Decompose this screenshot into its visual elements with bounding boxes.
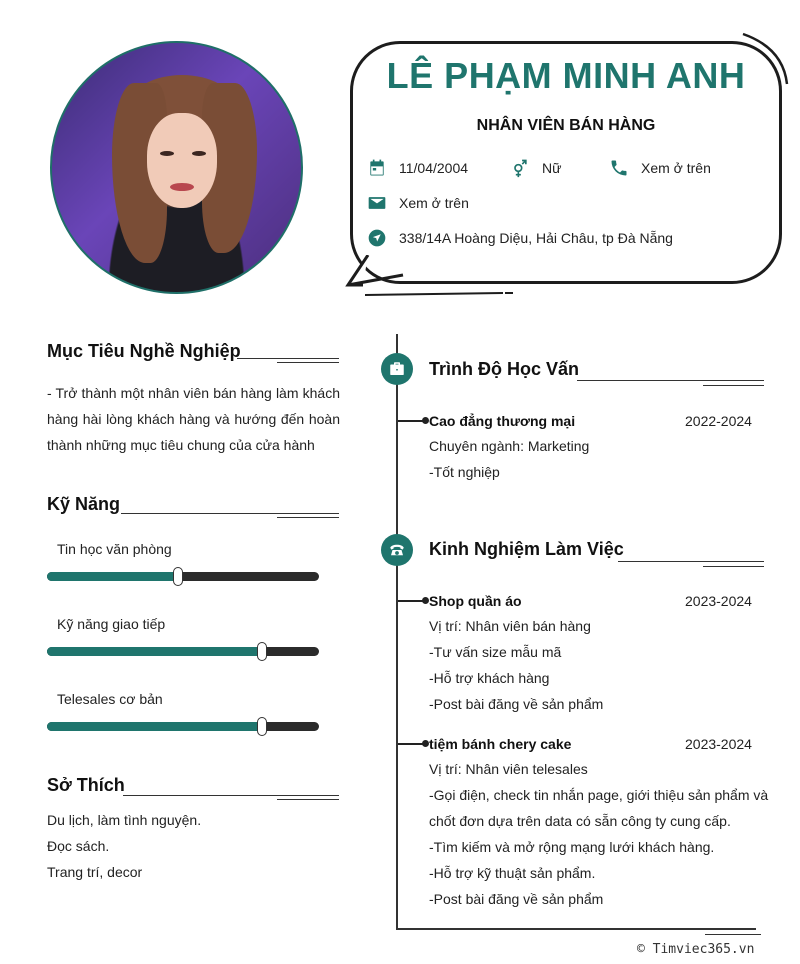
objective-title-underline [237, 358, 339, 359]
photo-eye-left [160, 151, 174, 156]
skill-bar-knob [257, 642, 267, 661]
skill-bar [47, 647, 319, 656]
skills-title: Kỹ Năng [47, 494, 121, 514]
education-entry-title: Cao đẳng thương mại [429, 413, 576, 429]
hobbies-title-dash [277, 799, 339, 800]
phone-row [607, 158, 711, 178]
skill-bar-knob [173, 567, 183, 586]
experience-entry-years: 2023-2024 [685, 593, 752, 609]
education-title-dash [703, 385, 764, 386]
profile-photo [50, 41, 303, 294]
objective-title: Mục Tiêu Nghề Nghiệp [47, 341, 241, 361]
experience-entry-line: Vị trí: Nhân viên telesales [429, 761, 588, 777]
location-icon [365, 228, 389, 248]
experience-section-icon [381, 534, 413, 566]
timeline-foot-line [396, 928, 756, 930]
objective-title-dash [277, 362, 339, 363]
experience-entry-line: -Post bài đăng về sản phẩm [429, 696, 604, 712]
skills-title-underline [121, 513, 339, 514]
birthday-text: 11/04/2004 [399, 160, 469, 176]
experience-entry-title: Shop quần áo [429, 593, 522, 609]
experience-entry-line: chốt đơn dựa trên data có sẵn công ty cung cấp. [429, 813, 731, 829]
skills-title-dash [277, 517, 339, 518]
experience-title-underline [618, 561, 764, 562]
gender-row [508, 158, 561, 178]
photo-eye-right [192, 151, 206, 156]
phone-icon [607, 158, 631, 178]
skill-label: Kỹ năng giao tiếp [57, 616, 166, 632]
footer-watermark: © Timviec365.vn [637, 942, 755, 957]
experience-title-dash [703, 566, 764, 567]
experience-entry-line: -Hỗ trợ kỹ thuật sản phẩm. [429, 865, 596, 881]
gender-text: Nữ [542, 160, 562, 176]
education-title: Trình Độ Học Vấn [429, 359, 580, 379]
briefcase-icon [388, 360, 406, 378]
gender-icon [508, 158, 532, 178]
skill-bar-fill [47, 572, 178, 581]
email-icon [365, 193, 389, 213]
hobby-item: Đọc sách. [47, 838, 110, 854]
skill-label: Telesales cơ bản [57, 691, 163, 707]
email-text: Xem ở trên [399, 195, 469, 211]
experience-entry-line: -Tìm kiếm và mở rộng mạng lưới khách hàng. [429, 839, 715, 855]
education-entry-line: -Tốt nghiệp [429, 464, 500, 480]
birthday-row [365, 158, 468, 178]
timeline-dot [422, 597, 429, 604]
objective-text: - Trở thành một nhân viên bán hàng làm khách hàng hài lòng khách hàng và hướng đến hoàn thành những mục tiêu chung của cửa hành [47, 385, 340, 453]
hobbies-title-underline [123, 795, 339, 796]
education-section-icon [381, 353, 413, 385]
experience-entry-line: Vị trí: Nhân viên bán hàng [429, 618, 591, 634]
address-text: 338/14A Hoàng Diệu, Hải Châu, tp Đà Nẵng [399, 230, 673, 246]
skill-label: Tin học văn phòng [57, 541, 172, 557]
timeline-line [396, 334, 398, 930]
calendar-icon [365, 158, 389, 178]
telephone-desk-icon [388, 541, 406, 559]
hobby-item: Du lịch, làm tình nguyện. [47, 812, 202, 828]
experience-entry-line: -Post bài đăng về sản phẩm [429, 891, 604, 907]
address-row [365, 228, 673, 248]
skill-bar [47, 722, 319, 731]
experience-entry-line: -Gọi điện, check tin nhắn page, giới thiệu sản phẩm và [429, 787, 769, 803]
experience-title: Kinh Nghiệm Làm Việc [429, 539, 624, 559]
hobbies-title: Sở Thích [47, 775, 125, 795]
timeline-dot [422, 740, 429, 747]
job-title: NHÂN VIÊN BÁN HÀNG [476, 117, 656, 134]
experience-entry-title: tiệm bánh chery cake [429, 736, 572, 752]
skill-bar [47, 572, 319, 581]
phone-text: Xem ở trên [641, 160, 711, 176]
photo-face [147, 113, 217, 208]
education-entry-line: Chuyên ngành: Marketing [429, 438, 590, 454]
experience-entry-line: -Tư vấn size mẫu mã [429, 644, 562, 660]
hobby-item: Trang trí, decor [47, 864, 143, 880]
skill-bar-fill [47, 722, 262, 731]
education-entry-years: 2022-2024 [685, 413, 752, 429]
education-title-underline [577, 380, 764, 381]
email-row [365, 193, 469, 213]
candidate-name: LÊ PHẠM MINH ANH [386, 55, 746, 96]
skill-bar-knob [257, 717, 267, 736]
bubble-tail [343, 255, 523, 305]
timeline-dot [422, 417, 429, 424]
experience-entry-years: 2023-2024 [685, 736, 752, 752]
photo-lips [170, 183, 194, 191]
experience-entry-line: -Hỗ trợ khách hàng [429, 670, 550, 686]
skill-bar-fill [47, 647, 262, 656]
timeline-foot-dash [705, 934, 761, 935]
